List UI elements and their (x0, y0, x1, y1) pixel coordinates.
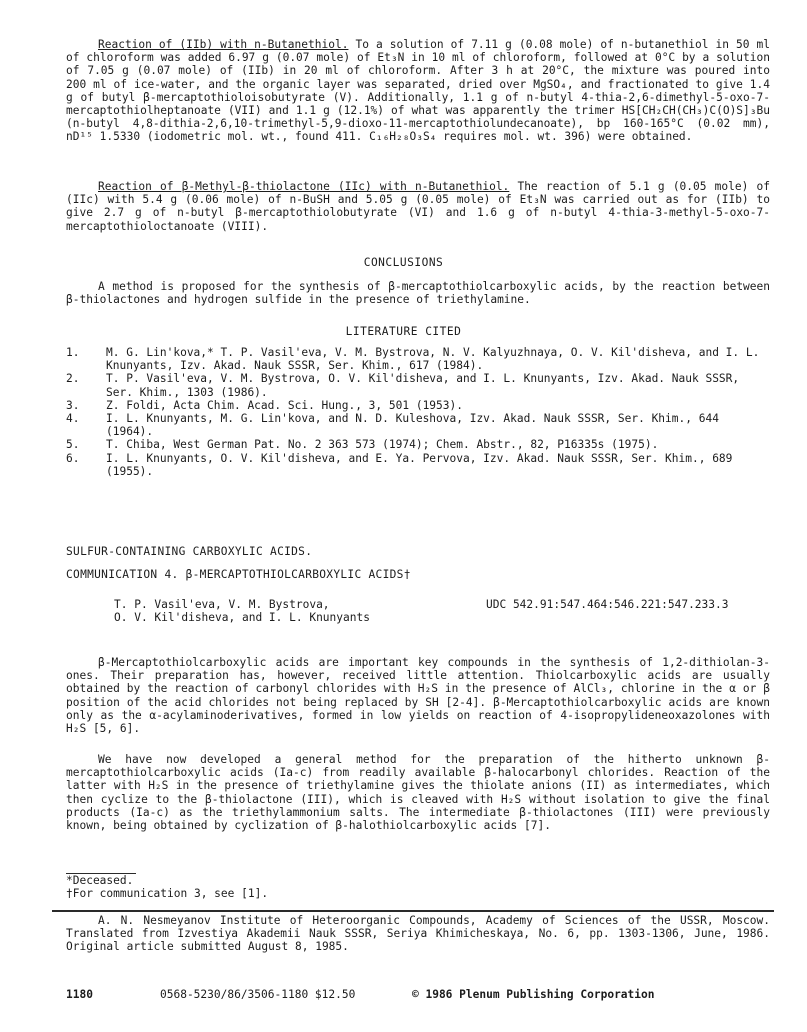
reference-item: 3. Z. Foldi, Acta Chim. Acad. Sci. Hung., 3, 501 (1953). (66, 398, 463, 412)
footnotes (66, 874, 770, 900)
footnote-deceased: *Deceased. (66, 874, 134, 887)
affiliation-text: A. N. Nesmeyanov Institute of Heteroorganic Compounds, Academy of Sciences of the USSR, Moscow. Translated from Izvestiya Akademii Nauk SSSR, Seriya Khimicheskaya, No. 6, pp. 1303-1306, June, 1986. Original article submitted August 8, 1985. (66, 914, 770, 954)
body-paragraph-2: We have now developed a general method for the preparation of the hitherto unknown β-mercaptothiolcarboxylic acids (Ia-c) from readily available β-halocarbonyl chlorides. Reaction of the latter with H₂S in the presence of triethylamine gives the thiolate anions (II) as intermediates, which then cyclize to the β-thiolactone (III), which is cleaved with H₂S without isolation to give the final products (Ia-c) as the triethylammonium salts. The intermediate β-thiolactones (III) were previously known, being obtained by cyclization of β-halothiolcarboxylic acids [7]. (66, 753, 770, 833)
reference-list (66, 346, 770, 478)
author-list: T. P. Vasil'eva, V. M. Bystrova, O. V. Kil'disheva, and I. L. Knunyants (114, 598, 370, 625)
conclusions-title: CONCLUSIONS (363, 256, 444, 269)
reaction-iib-heading: Reaction of (IIb) with n-Butanethiol. (98, 38, 349, 51)
copyright-notice: © 1986 Plenum Publishing Corporation (412, 988, 655, 1001)
reaction-iic-text: The reaction of 5.1 g (0.05 mole) of (IIc) with 5.4 g (0.06 mole) of n-BuSH and 5.05 g (0.05 mole) of Et₃N was carried out as for (IIb) to give 2.7 g of n-butyl β-mercaptothiolobutyrate (VI) and 1.6 g of n-butyl 4-thia-3-methyl-5-oxo-7-mercaptothioloctanoate (VIII). (66, 180, 770, 233)
reference-item: 2. T. P. Vasil'eva, V. M. Bystrova, O. V. Kil'disheva, and I. L. Knunyants, Izv. Akad. Nauk SSSR, Ser. Khim., 1303 (1986). (66, 372, 740, 399)
reference-item: 4. I. L. Knunyants, M. G. Lin'kova, and N. D. Kuleshova, Izv. Akad. Nauk SSSR, Ser. Khim., 644 (1964). (66, 412, 719, 439)
body-paragraph-1: β-Mercaptothiolcarboxylic acids are important key compounds in the synthesis of 1,2-dithiolan-3-ones. Their preparation has, however, received little attention. Thiolcarboxylic acids are usually obtained by the reaction of carbonyl chlorides with H₂S in the presence of AlCl₃, chlorine in the α or β position of the acid chlorides not being replaced by SH [2-4]. β-Mercaptothiolcarboxylic acids are known only as the α-acylaminoderivatives, formed in low yields on reaction of 4-isopropylideneoxazolones with H₂S [5, 6]. (66, 656, 770, 736)
reaction-iib-text: To a solution of 7.11 g (0.08 mole) of n-butanethiol in 50 ml of chloroform was added 6.97 g (0.07 mole) of Et₃N in 10 ml of chloroform, followed at 0°C by a solution of 7.05 g (0.07 mole) of (IIb) in 20 ml of chloroform. After 3 h at 20°C, the mixture was poured into 200 ml of ice-water, and the organic layer was separated, dried over MgSO₄, and fractionated to give 1.4 g of butyl β-mercaptothioloisobutyrate (V). Additionally, 1.1 g of n-butyl 4-thia-2,6-dimethyl-5-oxo-7-mercaptothiolheptanoate (VII) and 1.1 g (12.1%) of what was apparently the trimer HS[CH₂CH(CH₃)C(O)S]₃Bu (n-butyl 4,8-dithia-2,6,10-trimethyl-5,9-dioxo-11-mercaptothiolundecanoate), bp 160-165°C (0.02 mm), nD¹⁵ 1.5330 (iodometric mol. wt., found 411. C₁₆H₂₈O₃S₄ requires mol. wt. 396) were obtained. (66, 38, 770, 144)
communication-title: COMMUNICATION 4. β-MERCAPTOTHIOLCARBOXYLIC ACIDS† (66, 568, 411, 581)
reference-item: 6. I. L. Knunyants, O. V. Kil'disheva, and E. Ya. Pervova, Izv. Akad. Nauk SSSR, Ser. Khim., 689 (1955). (66, 451, 733, 478)
series-title: SULFUR-CONTAINING CARBOXYLIC ACIDS. (66, 545, 313, 558)
reaction-iic-heading: Reaction of β-Methyl-β-thiolactone (IIc) with n-Butanethiol. (98, 180, 510, 193)
reference-item: 5. T. Chiba, West German Pat. No. 2 363 573 (1974); Chem. Abstr., 82, P16335s (1975). (66, 438, 659, 452)
conclusions-text: A method is proposed for the synthesis of β-mercaptothiolcarboxylic acids, by the reaction between β-thiolactones and hydrogen sulfide in the presence of triethylamine. (66, 280, 770, 307)
page-number: 1180 (66, 988, 93, 1001)
footnote-communication: †For communication 3, see [1]. (66, 887, 269, 901)
affiliation-divider (52, 910, 774, 912)
udc-code: UDC 542.91:547.464:546.221:547.233.3 (486, 598, 729, 611)
literature-title: LITERATURE CITED (345, 325, 462, 338)
article-code: 0568-5230/86/3506-1180 $12.50 (160, 988, 356, 1001)
reaction-iic-paragraph (66, 180, 770, 233)
reference-item: 1. M. G. Lin'kova,* T. P. Vasil'eva, V. M. Bystrova, N. V. Kalyuzhnaya, O. V. Kil'disheva, and I. L. Knunyants, Izv. Akad. Nauk SSSR, Ser. Khim., 617 (1984). (66, 346, 760, 373)
reaction-iib-paragraph (66, 38, 770, 144)
